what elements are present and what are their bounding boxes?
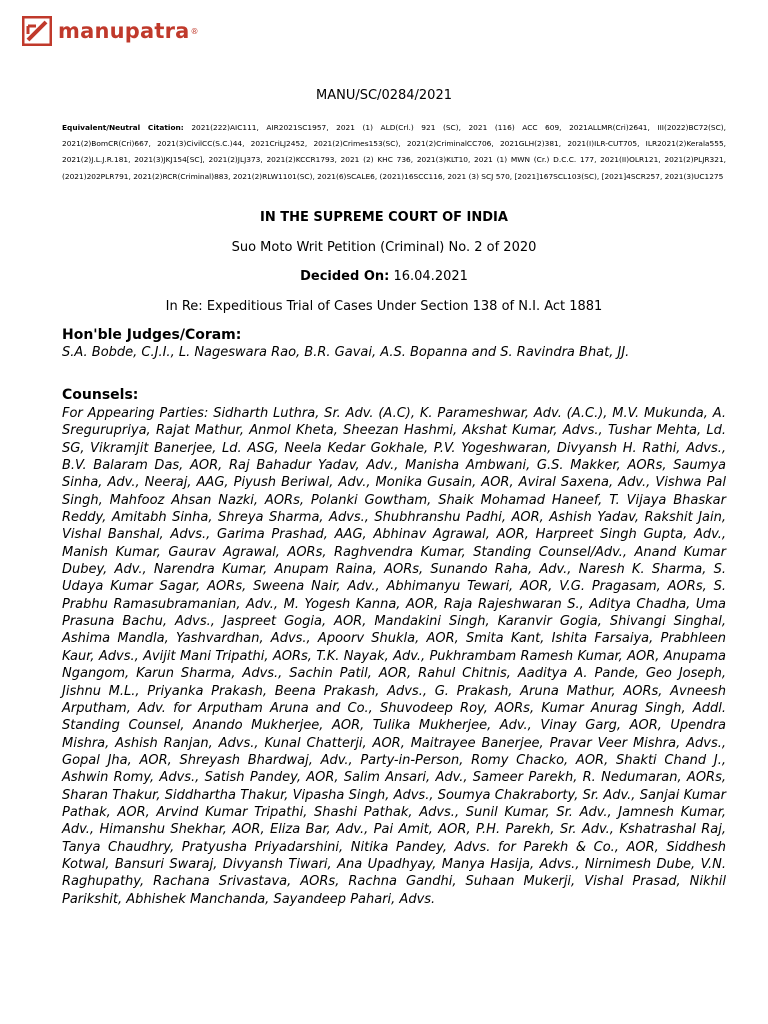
registered-mark: ®: [190, 26, 199, 36]
citation-text: 2021(222)AIC111, AIR2021SC1957, 2021 (1) ALD(Crl.) 921 (SC), 2021 (116) ACC 609, 2021ALLMR(Cri)2641, III(2022)BC72(SC), 2021(2)BomCR(Cri)667, 2021(3)CivilCC(S.C.)44, 2021CriLJ2452, 2021(2)Crimes153(SC), 2021(2)CriminalCC706, 2021GLH(2)381, 2021(I)ILR-CUT705, ILR2021(2)Kerala555, 2021(2)J.L.J.R.181, 2021(3)JKJ154[SC], 2021(2)JLJ373, 2021(2)KCCR1793, 2021 (2) KHC 736, 2021(3)KLT10, 2021 (1) MWN (Cr.) D.C.C. 177, 2021(II)OLR121, 2021(2)PLJR321, (2021)202PLR791, 2021(2)RCR(Criminal)883, 2021(2)RLW1101(SC), 2021(6)SCALE6, (2021)16SCC116, 2021 (3) SCJ 570, [2021]167SCL103(SC), [2021]4SCR257, 2021(3)UC1275: [62, 123, 726, 181]
brand-name: manupatra: [58, 19, 190, 43]
manupatra-logo-icon: [22, 16, 52, 46]
court-name: IN THE SUPREME COURT OF INDIA: [260, 210, 508, 225]
decided-label: Decided On:: [300, 269, 390, 284]
equivalent-citation: [62, 120, 726, 185]
manu-citation-id: MANU/SC/0284/2021: [316, 88, 452, 103]
counsels-list: For Appearing Parties: Sidharth Luthra, Sr. Adv. (A.C), K. Parameshwar, Adv. (A.C.), M.V. Mukunda, A. Sregurupriya, Rajat Mathur, Anmol Kheta, Sheezan Hashmi, Akshat Kumar, Advs., Tushar Mehta, Ld. SG, Vikramjit Banerjee, Ld. ASG, Neela Kedar Gokhale, P.V. Yogeshwaran, Divyansh H. Rathi, Advs., B.V. Balaram Das, AOR, Raj Bahadur Yadav, Adv., Manisha Ambwani, G.S. Makker, AORs, Saumya Sinha, Adv., Neeraj, AAG, Piyush Beriwal, Adv., Monika Gusain, AOR, Aviral Saxena, Adv., Vishwa Pal Singh, Mahfooz Ahsan Nazki, AORs, Polanki Gowtham, Shaik Mohamad Haneef, T. Vijaya Bhaskar Reddy, Amitabh Sinha, Shreya Sharma, Advs., Shubhranshu Padhi, AOR, Ashish Yadav, Rakshit Jain, Vishal Banshal, Advs., Garima Prashad, AAG, Abhinav Agrawal, AOR, Harpreet Singh Gupta, Adv., Manish Kumar, Gaurav Agrawal, AORs, Raghvendra Kumar, Standing Counsel/Adv., Anand Kumar Dubey, Adv., Narendra Kumar, Anupam Raina, AORs, Sunando Raha, Adv., Naresh K. Sharma, S. Udaya Kumar Sagar, AORs, Sweena Nair, Adv., Abhimanyu Tewari, AOR, V.G. Pragasam, AORs, S. Prabhu Ramasubramanian, Adv., M. Yogesh Kanna, AOR, Raja Rajeshwaran S., Aditya Chadha, Uma Prasuna Bachu, Advs., Jaspreet Gogia, AOR, Mandakini Singh, Karanvir Gogia, Shivangi Singhal, Ashima Mandla, Yashvardhan, Advs., Apoorv Shukla, AOR, Smita Kant, Ishita Farsaiya, Prabhleen Kaur, Advs., Avijit Mani Tripathi, AORs, T.K. Nayak, Adv., Pukhrambam Ramesh Kumar, AOR, Anupama Ngangom, Karun Sharma, Advs., Sachin Patil, AOR, Rahul Chitnis, Aaditya A. Pande, Geo Joseph, Jishnu M.L., Priyanka Prakash, Beena Prakash, Advs., G. Prakash, Aruna Mathur, AORs, Avneesh Arputham, Adv. for Arputham Aruna and Co., Shuvodeep Roy, AORs, Kumar Anurag Singh, Addl. Standing Counsel, Anando Mukherjee, AOR, Tulika Mukherjee, Adv., Vinay Garg, AOR, Upendra Mishra, Ashish Ranjan, Advs., Kunal Chatterji, AOR, Maitrayee Banerjee, Pravar Veer Mishra, Advs., Gopal Jha, AOR, Shreyash Bhardwaj, Adv., Party-in-Person, Romy Chacko, AOR, Shakti Chand J., Ashwin Romy, Advs., Satish Pandey, AOR, Salim Ansari, Adv., Sameer Parekh, R. Nedumaran, AORs, Sharan Thakur, Siddhartha Thakur, Vipasha Singh, Advs., Soumya Chakraborty, Sr. Adv., Sanjai Kumar Pathak, AOR, Arvind Kumar Tripathi, Shashi Pathak, Advs., Sunil Kumar, Sr. Adv., Jamnesh Kumar, Adv., Himanshu Shekhar, AOR, Eliza Bar, Adv., Pai Amit, AOR, P.H. Parekh, Sr. Adv., Kshatrashal Raj, Tanya Chaudhry, Pratyusha Priyadarshini, Nitika Pandey, Advs. for Parekh & Co., AOR, Siddhesh Kotwal, Bansuri Swaraj, Divyansh Tiwari, Ana Upadhyay, Manya Hasija, Advs., Nirnimesh Dube, V.N. Raghupathy, Rachana Srivastava, AORs, Rachna Gandhi, Suhaan Mukerji, Vishal Prasad, Nikhil Parikshit, Abhishek Manchanda, Sayandeep Pahari, Advs.: [62, 406, 726, 907]
counsels-heading: Counsels:: [62, 387, 139, 403]
decided-date: 16.04.2021: [393, 269, 468, 284]
petition-number: Suo Moto Writ Petition (Criminal) No. 2 of 2020: [231, 240, 537, 255]
brand-logo: [22, 16, 199, 46]
decided-on: [0, 269, 768, 284]
judges-heading: Hon'ble Judges/Coram:: [62, 327, 242, 343]
judges-list: S.A. Bobde, C.J.I., L. Nageswara Rao, B.R. Gavai, A.S. Bopanna and S. Ravindra Bhat, JJ.: [62, 345, 630, 360]
citation-label: Equivalent/Neutral Citation:: [62, 123, 184, 132]
case-title: In Re: Expeditious Trial of Cases Under Section 138 of N.I. Act 1881: [165, 299, 603, 314]
